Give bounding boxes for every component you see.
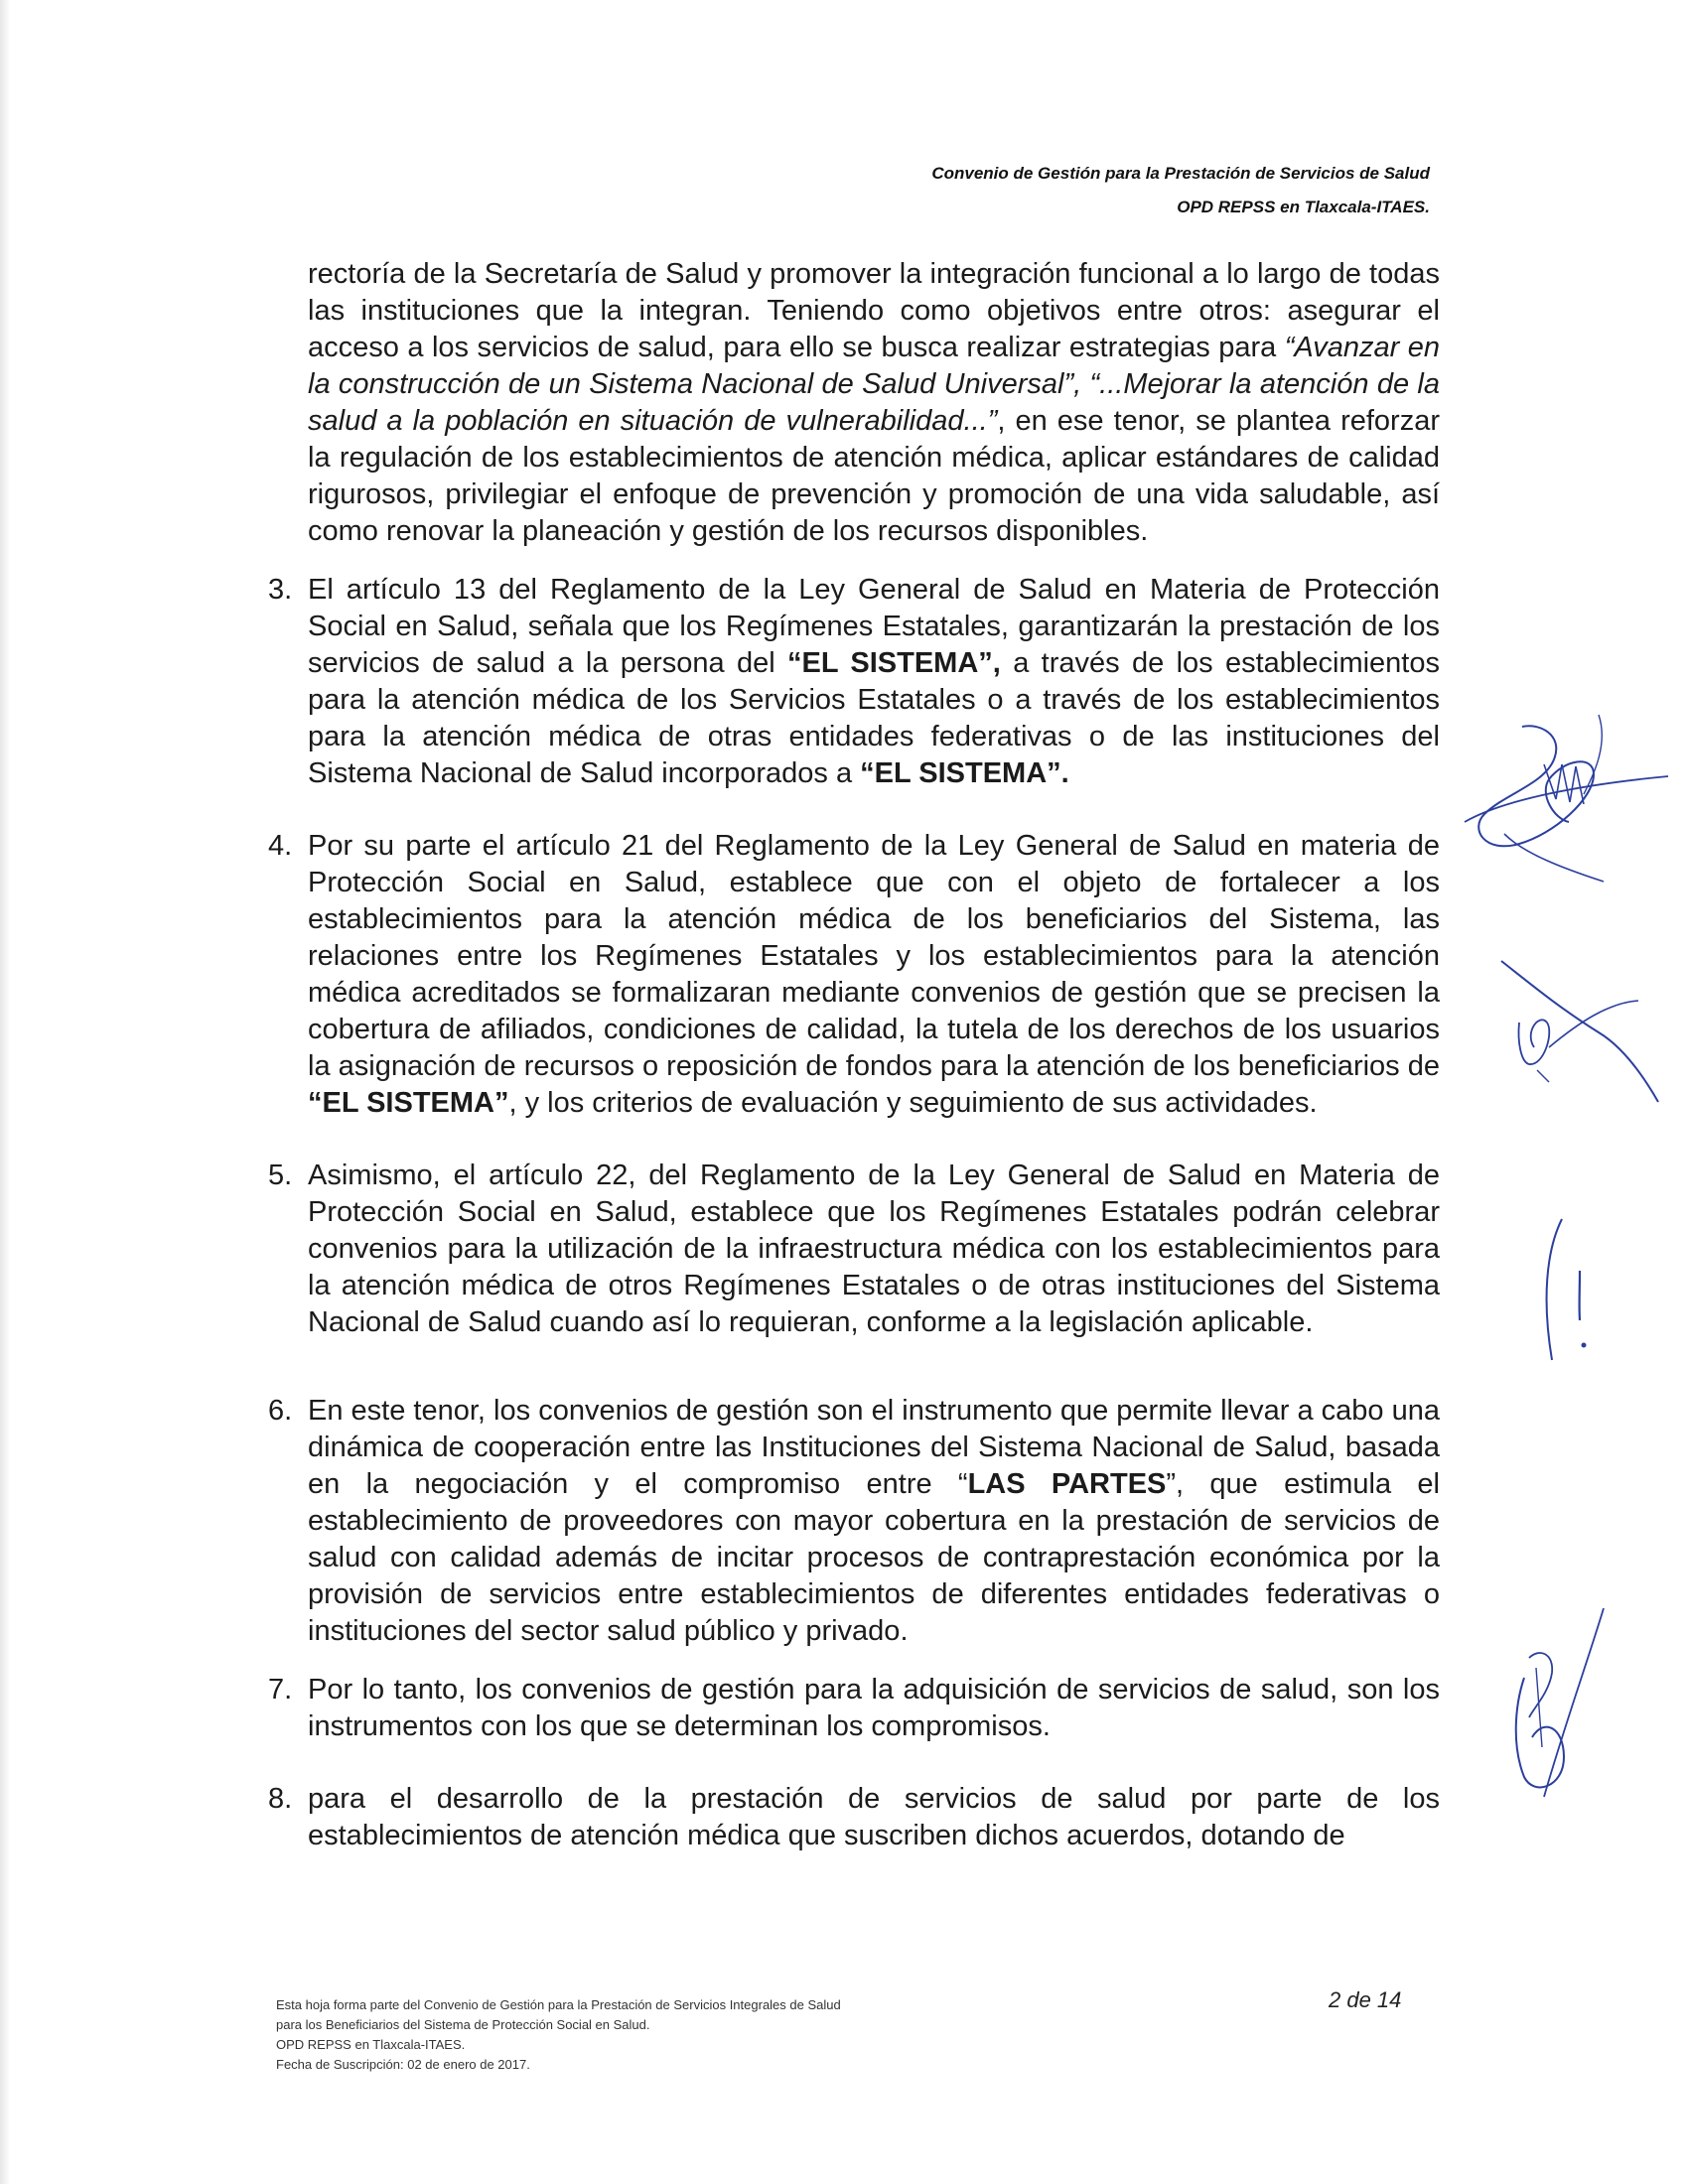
header-subtitle: OPD REPSS en Tlaxcala-ITAES. bbox=[1177, 198, 1430, 216]
item-4-text-2: , y los criterios de evaluación y seguimiento de sus actividades. bbox=[508, 1087, 1318, 1119]
item-number: 8. bbox=[268, 1783, 293, 1815]
item-4-text-1: Por su parte el artículo 21 del Reglamento de la Ley General de Salud en materia de Protección Social en Salud, establece que con el objeto de fortalecer a los establecimientos para la atención médica de los beneficiarios del Sistema, las relaciones entre los Regímenes Estatales y los establecimientos para la atención médica acreditados se formalizaran mediante convenios de gestión que se precisen la cobertura de afiliados, condiciones de calidad, la tutela de los derechos de los usuarios la asignación de recursos o reposición de fondos para la atención de los beneficiarios de bbox=[308, 830, 1440, 1082]
signature-2 bbox=[1489, 953, 1668, 1112]
list-item-4 bbox=[268, 828, 1440, 1122]
intro-text-1: rectoría de la Secretaría de Salud y promover la integración funcional a lo largo de todas las instituciones que la integran. Teniendo como objetivos entre otros: asegurar el acceso a los servicios de salud, para ello se busca realizar estrategias para bbox=[308, 258, 1440, 363]
item-4-bold-1: “EL SISTEMA” bbox=[308, 1087, 509, 1119]
footer-line-2: para los Beneficiarios del Sistema de Protección Social en Salud. bbox=[276, 2017, 650, 2032]
item-7-text: Por lo tanto, los convenios de gestión para la adquisición de servicios de salud, son los instrumentos con los que se determinan los compromisos. bbox=[308, 1674, 1440, 1742]
item-number: 3. bbox=[268, 574, 293, 606]
signature-4-drawing bbox=[1494, 1598, 1623, 1807]
intro-text-2: , en ese tenor, se plantea reforzar la regulación de los establecimientos de atención médica, aplicar estándares de calidad rigurosos, privilegiar el enfoque de prevención y promoción de una vida saludable, así como renovar la planeación y gestión de los recursos disponibles. bbox=[308, 405, 1440, 547]
footer-note bbox=[276, 1995, 841, 2075]
item-3-text-2: a través de los establecimientos para la atención médica de los Servicios Estatales o a través de los establecimientos para la atención médica de otras entidades federativas o de las instituciones del Sistema Nacional de Salud incorporados a bbox=[308, 647, 1440, 789]
list-item-5 bbox=[268, 1158, 1440, 1341]
signature-4 bbox=[1494, 1598, 1623, 1807]
item-6-text-1: En este tenor, los convenios de gestión son el instrumento que permite llevar a cabo una dinámica de cooperación entre las Instituciones del Sistema Nacional de Salud, basada en la negociación y el compromiso entre “ bbox=[308, 1395, 1440, 1500]
signature-2-drawing bbox=[1489, 953, 1668, 1112]
footer-line-4: Fecha de Suscripción: 02 de enero de 2017. bbox=[276, 2057, 530, 2072]
item-3-text-1: El artículo 13 del Reglamento de la Ley General de Salud en Materia de Protección Social en Salud, señala que los Regímenes Estatales, garantizarán la prestación de los servicios de salud a la persona del bbox=[308, 574, 1440, 679]
item-number: 4. bbox=[268, 830, 293, 862]
item-6-text-2: ”, que estimula el establecimiento de proveedores con mayor cobertura en la prestación de servicios de salud con calidad además de incitar procesos de contraprestación económica por la provisión de servicios entre establecimientos de diferentes entidades federativas o instituciones del sector salud público y privado. bbox=[308, 1468, 1440, 1647]
item-5-text: Asimismo, el artículo 22, del Reglamento de la Ley General de Salud en Materia de Protección Social en Salud, establece que los Regímenes Estatales podrán celebrar convenios para la utilización de la infraestructura médica con los establecimientos para la atención médica de otros Regímenes Estatales o de otras instituciones del Sistema Nacional de Salud cuando así lo requieran, conforme a la legislación aplicable. bbox=[308, 1160, 1440, 1338]
intro-quote: “Avanzar en la construcción de un Sistema Nacional de Salud Universal”, “...Mejorar la atención de la salud a la población en situación de vulnerabilidad...” bbox=[308, 332, 1440, 437]
footer-line-1: Esta hoja forma parte del Convenio de Gestión para la Prestación de Servicios Integrales de Salud bbox=[276, 1997, 841, 2012]
item-number: 6. bbox=[268, 1395, 293, 1427]
list-item-3 bbox=[268, 572, 1440, 792]
item-6-bold-1: LAS PARTES bbox=[967, 1468, 1167, 1500]
item-3-bold-1: “EL SISTEMA”, bbox=[787, 647, 1001, 679]
item-3-bold-2: “EL SISTEMA”. bbox=[860, 757, 1069, 789]
list-item-8 bbox=[268, 1781, 1440, 1854]
signature-1-drawing bbox=[1445, 705, 1673, 893]
item-number: 7. bbox=[268, 1674, 293, 1706]
item-8-text: para el desarrollo de la prestación de servicios de salud por parte de los establecimientos de atención médica que suscriben dichos acuerdos, dotando de bbox=[308, 1783, 1440, 1851]
list-item-6 bbox=[268, 1393, 1440, 1650]
intro-paragraph bbox=[308, 256, 1440, 550]
header-title: Convenio de Gestión para la Prestación de Servicios de Salud bbox=[931, 164, 1430, 183]
signature-3-drawing bbox=[1524, 1211, 1614, 1370]
scan-left-edge bbox=[0, 0, 10, 2184]
item-number: 5. bbox=[268, 1160, 293, 1191]
signature-3 bbox=[1524, 1211, 1614, 1370]
list-item-7 bbox=[268, 1672, 1440, 1745]
page-number: 2 de 14 bbox=[1329, 1987, 1402, 2012]
document-body bbox=[268, 256, 1440, 1854]
document-header bbox=[931, 157, 1430, 224]
footer-line-3: OPD REPSS en Tlaxcala-ITAES. bbox=[276, 2037, 466, 2052]
signature-1 bbox=[1445, 705, 1673, 893]
